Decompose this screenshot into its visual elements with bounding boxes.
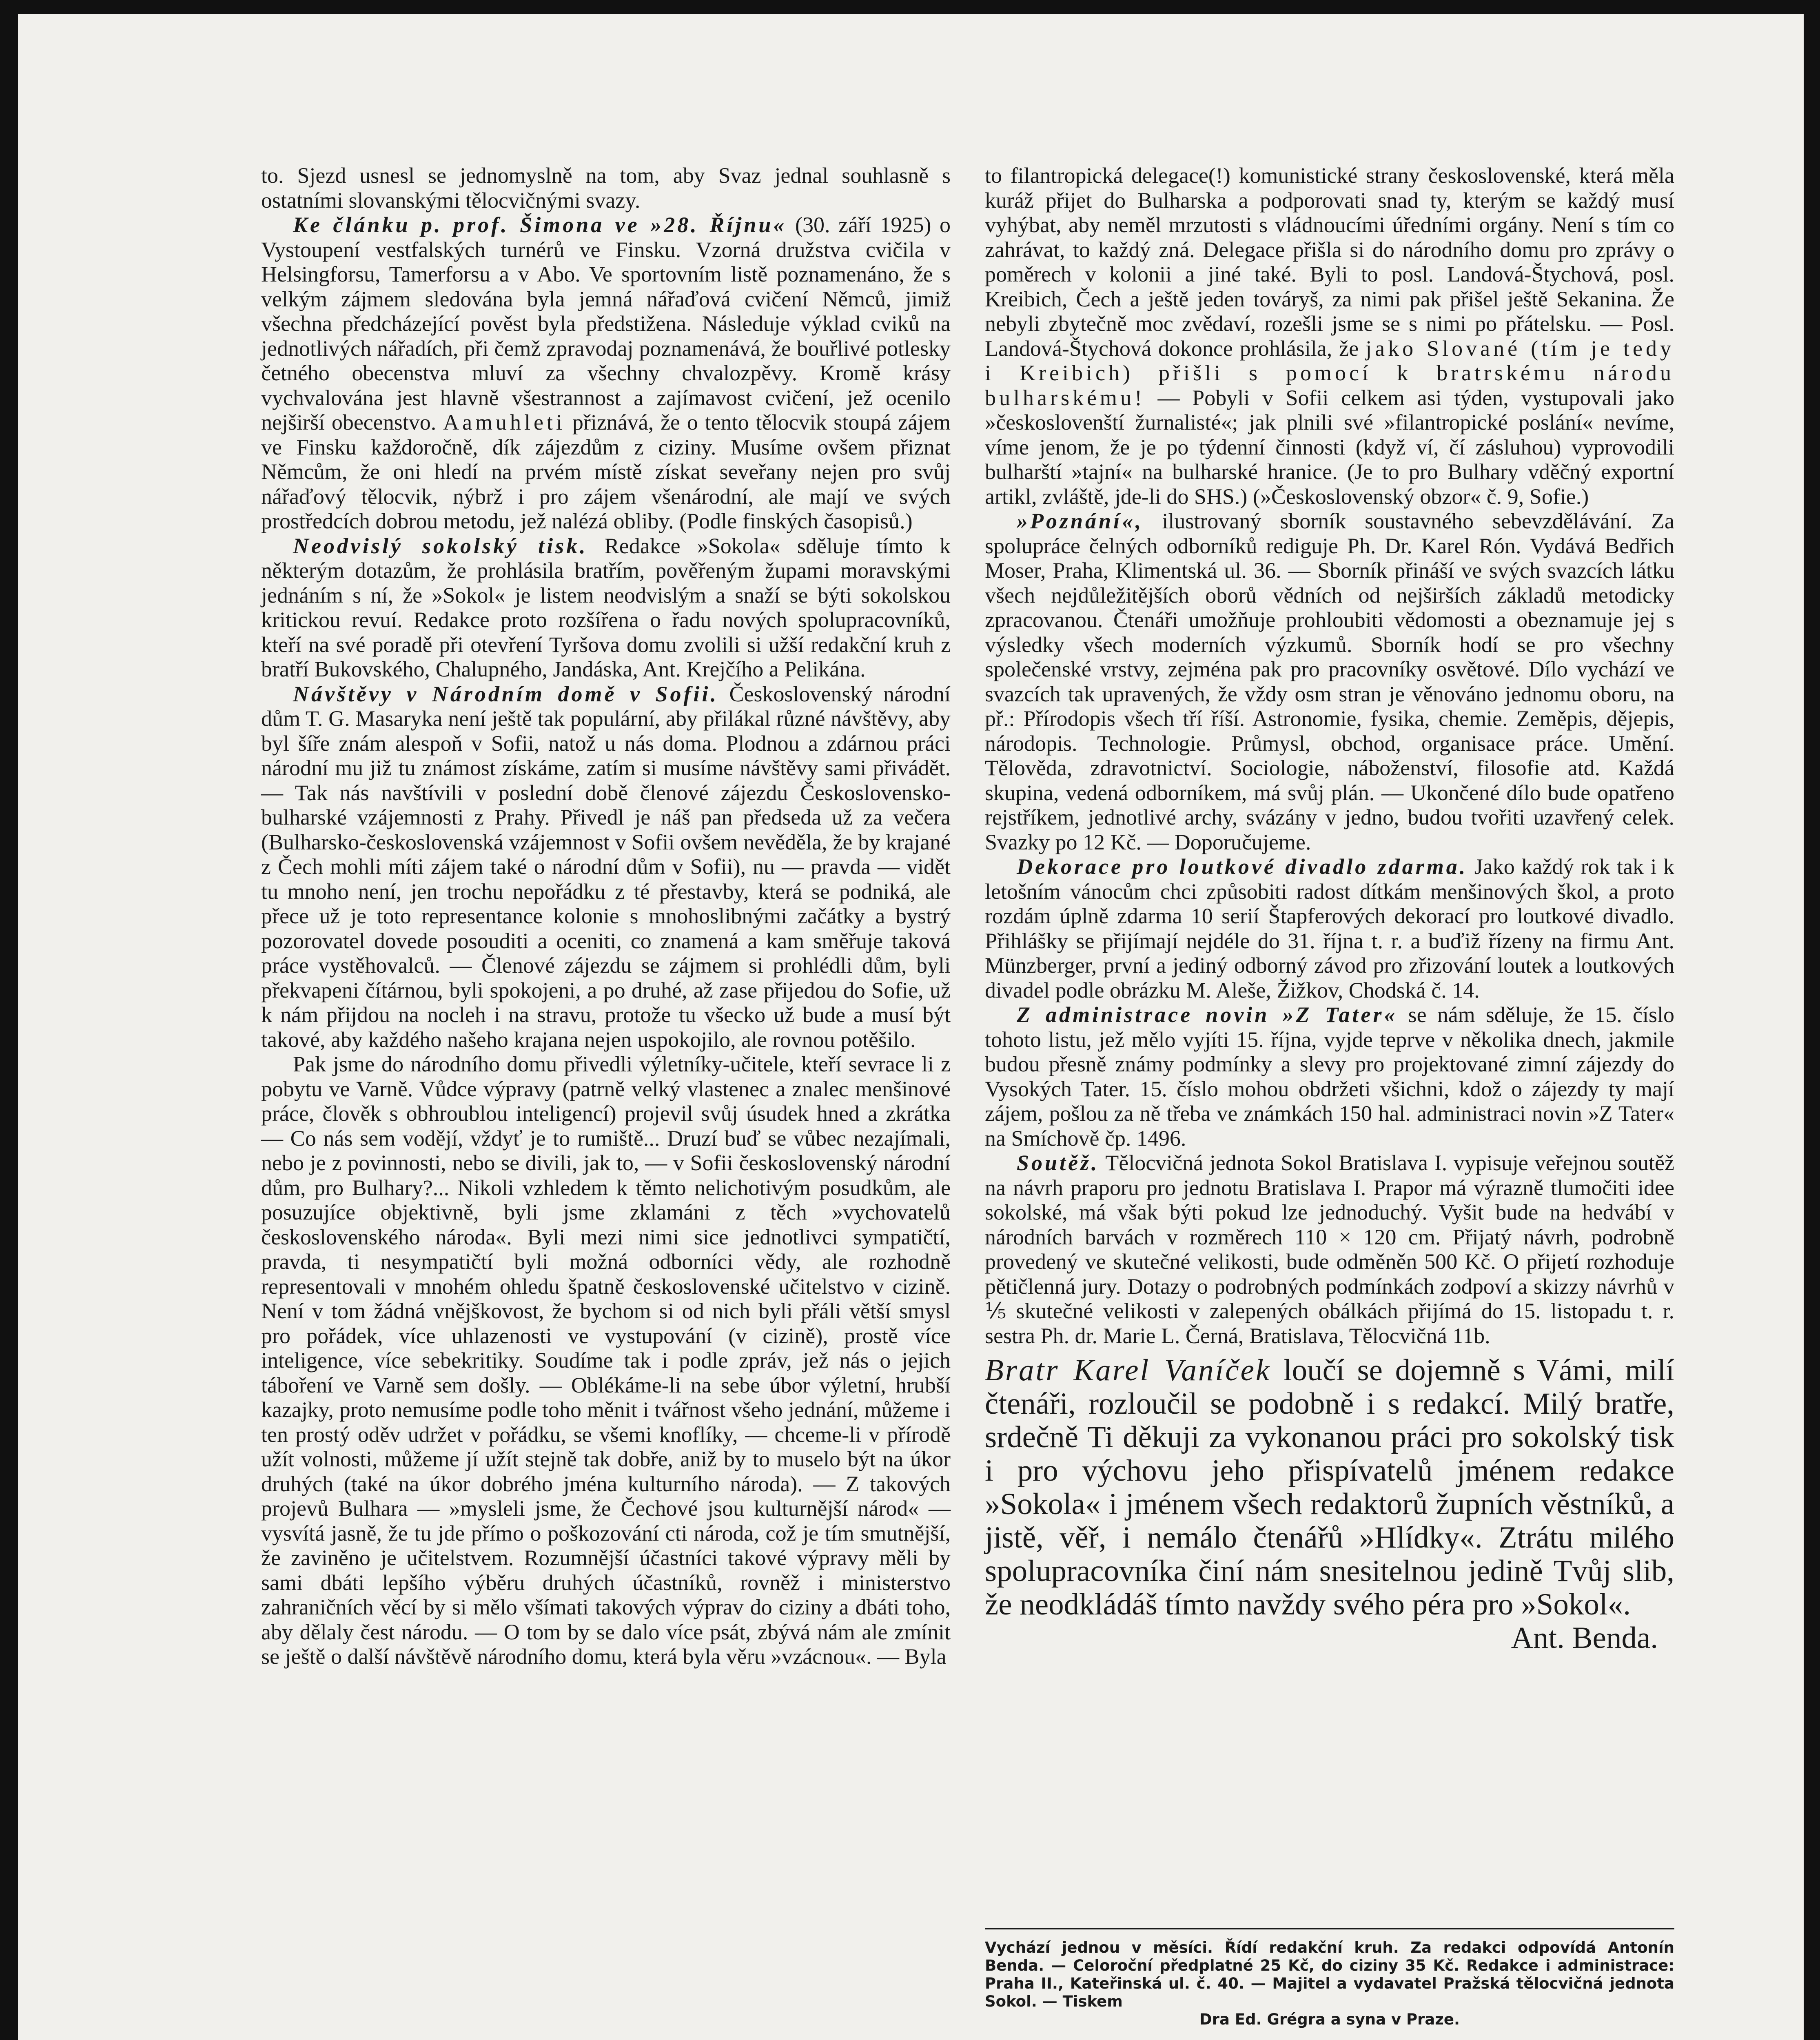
heading-dekorace: Dekorace pro loutkové divadlo zdarma.	[1017, 854, 1468, 879]
heading-neodvisly-tisk: Neodvislý sokolský tisk.	[293, 533, 588, 558]
paragraph-sjezd: to. Sjezd usnesl se jednomyslně na tom, aby Svaz jednal souhlasně s ostatními slovanskými tělocvičnými svazy.	[261, 163, 951, 213]
paragraph-body: Tělocvičná jednota Sokol Bratislava I. vypisuje veřejnou soutěž na návrh praporu pro jednotu Bratislava I. Prapor má výrazně tlumočiti idee sokolské, má však býti pokud lze jednoduchý. Vyšit bude na hedvábí v národních barvách v rozměrech 110 × 120 cm. Přijatý návrh, podrobně provedený ve skutečné velikosti, bude odměněn 500 Kč. O přijetí rozhoduje pětičlenná jury. Dotazy o podrobných podmínkách zodpoví a skizzy návrhů v ⅕ skutečné velikosti v zalepených obálkách přijímá do 15. listopadu t. r. sestra Ph. dr. Marie L. Černá, Bratislava, Tělocvičná 11b.	[985, 1151, 1674, 1348]
paragraph-body: přiznává, že o tento tělocvik stoupá zájem ve Finsku každoročně, dík zájezdům z ciziny. Musíme ovšem přiznat Němcům, že oni hledí na prvém místě získat seveřany nejen pro svůj nářaďový tělocvik, nýbrž i pro zájem všenárodní, ale mají ve svých prostředcích dobrou metodu, jež nalézá obliby. (Podle finských časopisů.)	[261, 410, 951, 533]
right-column	[985, 163, 1674, 1655]
paragraph-body: Redakce »Sokola« sděluje tímto k některým dotazům, že prohlásila bratřím, pověřeným župami moravskými jednáním s ní, že »Sokol« je listem neodvislým a snaží se býti sokolskou kritickou revuí. Redakce proto rozšířena o řadu nových spolupracovníků, kteří na své poradě při otevření Tyršova domu zvolili si užší redakční kruh z bratří Bukovského, Chalupného, Jandáska, Ant. Krejčího a Pelikána.	[261, 533, 951, 681]
emphasized-quote: jako Slované (tím je tedy i Kreibich) přišli s pomocí k bratrskému národu bulharskému!	[985, 336, 1674, 410]
paragraph-navstevy-sofie	[261, 682, 951, 1052]
paragraph-soutez	[985, 1151, 1674, 1348]
paragraph-body: ilustrovaný sborník soustavného sebevzdělávání. Za spolupráce čelných odborníků rediguje Ph. Dr. Karel Rón. Vydává Bedřich Moser, Praha, Klimentská ul. 36. — Sborník přináší ve svých svazcích látku všech nejdůležitějších oborů vědních od nejširších základů metodicky zpracovanou. Čtenáři umožňuje prohloubiti vědomosti a obeznamuje jej s výsledky všech moderních výzkumů. Sborník hodí se pro všechny společenské vrstvy, zejména pak pro pracovníky osvětové. Dílo vychází ve svazcích tak upravených, že vždy osm stran je věnováno jednomu oboru, na př.: Přírodopis všech tří říší. Astronomie, fysika, chemie. Zeměpis, dějepis, národopis. Technologie. Průmysl, obchod, organisace práce. Umění. Tělověda, zdravotnictví. Sociologie, náboženství, filosofie atd. Každá skupina, vedená odborníkem, má svůj plán. — Ukončené dílo bude opatřeno rejstříkem, jednotlivé archy, svázány v jedno, budou tvořiti uzavřený celek. Svazky po 12 Kč. — Doporučujeme.	[985, 509, 1674, 854]
colophon	[985, 1939, 1674, 2029]
divider-rule	[985, 1928, 1674, 1929]
paragraph-body: (30. září 1925) o Vystoupení vestfalských turnérů ve Finsku. Vzorná družstva cvičila v Helsingforsu, Tamerforsu a v Abo. Ve sportovním listě poznamenáno, že s velkým zájmem sledována byla jemná nářaďová cvičení Němců, jimiž všechna předcházející pověst byla předstižena. Následuje výklad cviků na jednotlivých nářadích, při čemž zpravodaj poznamenává, že bouřlivé potlesky četného obecenstva mluví za všechny chvalozpěvy. Kromě krásy vychvalována jest hlavně všestrannost a zajímavost cvičení, jež ocenilo nejširší obecenstvo.	[261, 213, 951, 435]
source-citation: (»Československý obzor« č. 9, Sofie.)	[1252, 484, 1589, 509]
paragraph-body: loučí se dojemně s Vámi, milí čtenáři, rozloučil se podobně i s redakcí. Milý bratře, srdečně Ti děkuji za vykonanou práci pro sokolský tisk i pro výchovu jeho přispívatelů jménem redakce »Sokola« i jménem všech redaktorů župních věstníků, a jistě, věř, i nemálo čtenářů »Hlídky«. Ztrátu milého spolupracovníka činí nám snesitelnou jedině Tvůj slib, že neodkládáš tímto navždy svého péra pro »Sokol«.	[985, 1353, 1674, 1621]
newspaper-name: Aamuhleti	[443, 410, 566, 435]
heading-navstevy: Návštěvy v Národním domě v Sofii.	[293, 681, 718, 706]
colophon-printer: Dra Ed. Grégra a syna v Praze.	[1199, 2011, 1460, 2028]
paragraph-body: se nám sděluje, že 15. číslo tohoto listu, jež mělo vyjíti 15. října, vyjde teprve v několika dnech, jakmile budou přesně známy podmínky a slevy pro projektované zimní zájezdy do Vysokých Tater. 15. číslo mohou obdržeti všichni, kdož o zájezdy ty mají zájem, pošlou za ně třeba ve známkách 150 hal. administraci novin »Z Tater« na Smíchově čp. 1496.	[985, 1002, 1674, 1151]
heading-poznani: »Poznání«,	[1017, 509, 1144, 533]
paragraph-dekorace	[985, 854, 1674, 1002]
paragraph-z-tater	[985, 1002, 1674, 1151]
heading-ke-clanku: Ke článku p. prof. Šimona ve »28. Říjnu«	[293, 213, 787, 237]
paragraph-body: — Pobyli v Sofii celkem asi týden, vystupovali jako »českoslovenští žurnalisté«; jak plnili své »filantropické poslání« nevíme, víme jenom, že je po týdenní činnosti (když ví, čí zásluhou) vyprovodili bulharští »tajní« na bulharské hranice. (Je to pro Bulhary vděčný exportní artikl, zvláště, jde-li do SHS.)	[985, 385, 1674, 509]
paragraph-body: Československý národní dům T. G. Masaryka není ještě tak populární, aby přilákal různé návštěvy, aby byl šíře znám alespoň v Sofii, natož u nás doma. Plodnou a zdárnou práci národní mu již tu známost získáme, zatím si musíme návštěvy sami přivádět. — Tak nás navštívili v poslední době členové zájezdu Československo-bulharské vzájemnosti z Prahy. Přivedl je náš pan předseda už za večera (Bulharsko-československá vzájemnost v Sofii ovšem nevěděla, že by krajané z Čech mohli míti zájem také o národní dům v Sofii), nu — pravda — vidět tu mnoho není, jen trochu nepořádku z té přestavby, která se podniká, ale přece už je toto representance kolonie s mnohoslibnými začátky a bystrý pozorovatel dovede posouditi a oceniti, co znamená a kam směřuje taková práce vystěhovalců. — Členové zájezdu se zájmem si prohlédli dům, byli překvapeni čítárnou, byli spokojeni, a po druhé, až zase přijedou do Sofie, už k nám přijdou na nocleh i na stravu, protože tu všecko už bude a musí být takové, aby každého našeho krajana nejen uspokojilo, ale rovnou potěšilo.	[261, 681, 951, 1052]
paragraph-body: to filantropická delegace(!) komunistické strany československé, která měla kuráž přijet do Bulharska a podporovati snad ty, kterým se každý musí vyhýbat, aby neměl mrzutosti s vládnoucími úředními orgány. Není s tím co zahrávat, to každý zná. Delegace přišla si do národního domu pro zprávy o poměrech v kolonii a jiné také. Byli to posl. Landová-Štychová, posl. Kreibich, Čech a ještě jeden továryš, za nimi pak přišel ještě Sekanina. Že nebyli zbytečně moc zvědaví, rozešli jsme se s nimi po přátelsku. — Posl. Landová-Štychová dokonce prohlásila, že	[985, 163, 1674, 361]
colophon-text: Vychází jednou v měsíci. Řídí redakční kruh. Za redakci odpovídá Antonín Benda. — Celoroční předplatné 25 Kč, do ciziny 35 Kč. Redakce i administrace: Praha II., Kateřinská ul. č. 40. — Majitel a vydavatel Pražská tělocvičná jednota Sokol. — Tiskem	[985, 1939, 1674, 2010]
paragraph-delegace	[985, 163, 1674, 509]
signature: Ant. Benda.	[1511, 1621, 1658, 1655]
paragraph-vestfalsti-turneri	[261, 213, 951, 534]
left-column	[261, 163, 951, 1669]
paragraph-neodvisly-tisk	[261, 534, 951, 682]
paragraph-poznani	[985, 509, 1674, 854]
paragraph-vanicek-farewell	[985, 1354, 1674, 1655]
heading-soutez: Soutěž.	[1017, 1151, 1100, 1175]
paragraph-body: Jako každý rok tak i k letošním vánocům chci způsobiti radost dítkám menšinových škol, a proto rozdám úplně zdarma 10 serií Štapferových dekorací pro loutkové divadlo. Přihlášky se přijímají nejdéle do 31. října t. r. a buďiž řízeny na firmu Ant. Münzberger, první a jediný odborný závod pro zřizování loutek a loutkových divadel podle obrázku M. Aleše, Žižkov, Chodská č. 14.	[985, 854, 1674, 1002]
paragraph-vyletnici-ucitele: Pak jsme do národního domu přivedli výletníky-učitele, kteří sevrace li z pobytu ve Varně. Vůdce výpravy (patrně velký vlastenec a znalec menšinové práce, člověk s obhroublou inteligencí) projevil svůj úsudek hned a zkrátka — Co nás sem vodějí, vždyť je to rumiště... Druzí buď se vůbec nezajímali, nebo je z povinnosti, nebo se divili, jak to, — v Sofii československý národní dům, pro Bulhary?... Nikoli vzhledem k těmto nelichotivým posudkům, ale posuzujíce objektivně, byli jsme zklamáni z těch »vychovatelů československého národa«. Byli mezi nimi sice jednotlivci sympatičtí, pravda, ti nesympatičtí byli možná odborníci vědy, ale rozhodně representovali v mnohém ohledu špatně československé učitelstvo v cizině. Není v tom žádná vnějškovost, že bychom si od nich byli přáli větší smysl pro pořádek, více uhlazenosti ve vystupování (v cizině), prostě více inteligence, více sebekritiky. Soudíme tak i podle zpráv, jež nás o jejich táboření ve Varně sem došly. — Oblékáme-li na sebe úbor výletní, hrubší kazajky, proto nemusíme podle toho měnit i tvářnost všeho jednání, můžeme i ten prostý oděv udržet v pořádku, se všemi knoflíky, — chceme-li v přírodě užít volnosti, můžeme jí užít stejně tak dobře, aniž by to muselo být na úkor druhých (také na úkor dobrého jména kulturního národa). — Z takových projevů Bulhara — »mysleli jsme, že Čechové jsou kulturnější národ« — vysvítá jasně, že tu jde přímo o poškozování cti národa, což je tím smutnější, že zaviněno je učitelstvem. Rozumnější účastníci takové výpravy měli by sami dbáti lepšího výběru druhých účastníků, rovněž i ministerstvo zahraničních věcí by si mělo všímati takových výprav do ciziny a dbáti toho, aby dělaly čest národu. — O tom by se dalo více psát, zbývá nám ale zmínit se ještě o další návštěvě národního domu, která byla věru »vzácnou«. — Byla	[261, 1052, 951, 1669]
heading-z-administrace: Z administrace novin »Z Tater«	[1017, 1002, 1398, 1027]
heading-bratr-vanicek: Bratr Karel Vaníček	[985, 1353, 1271, 1387]
